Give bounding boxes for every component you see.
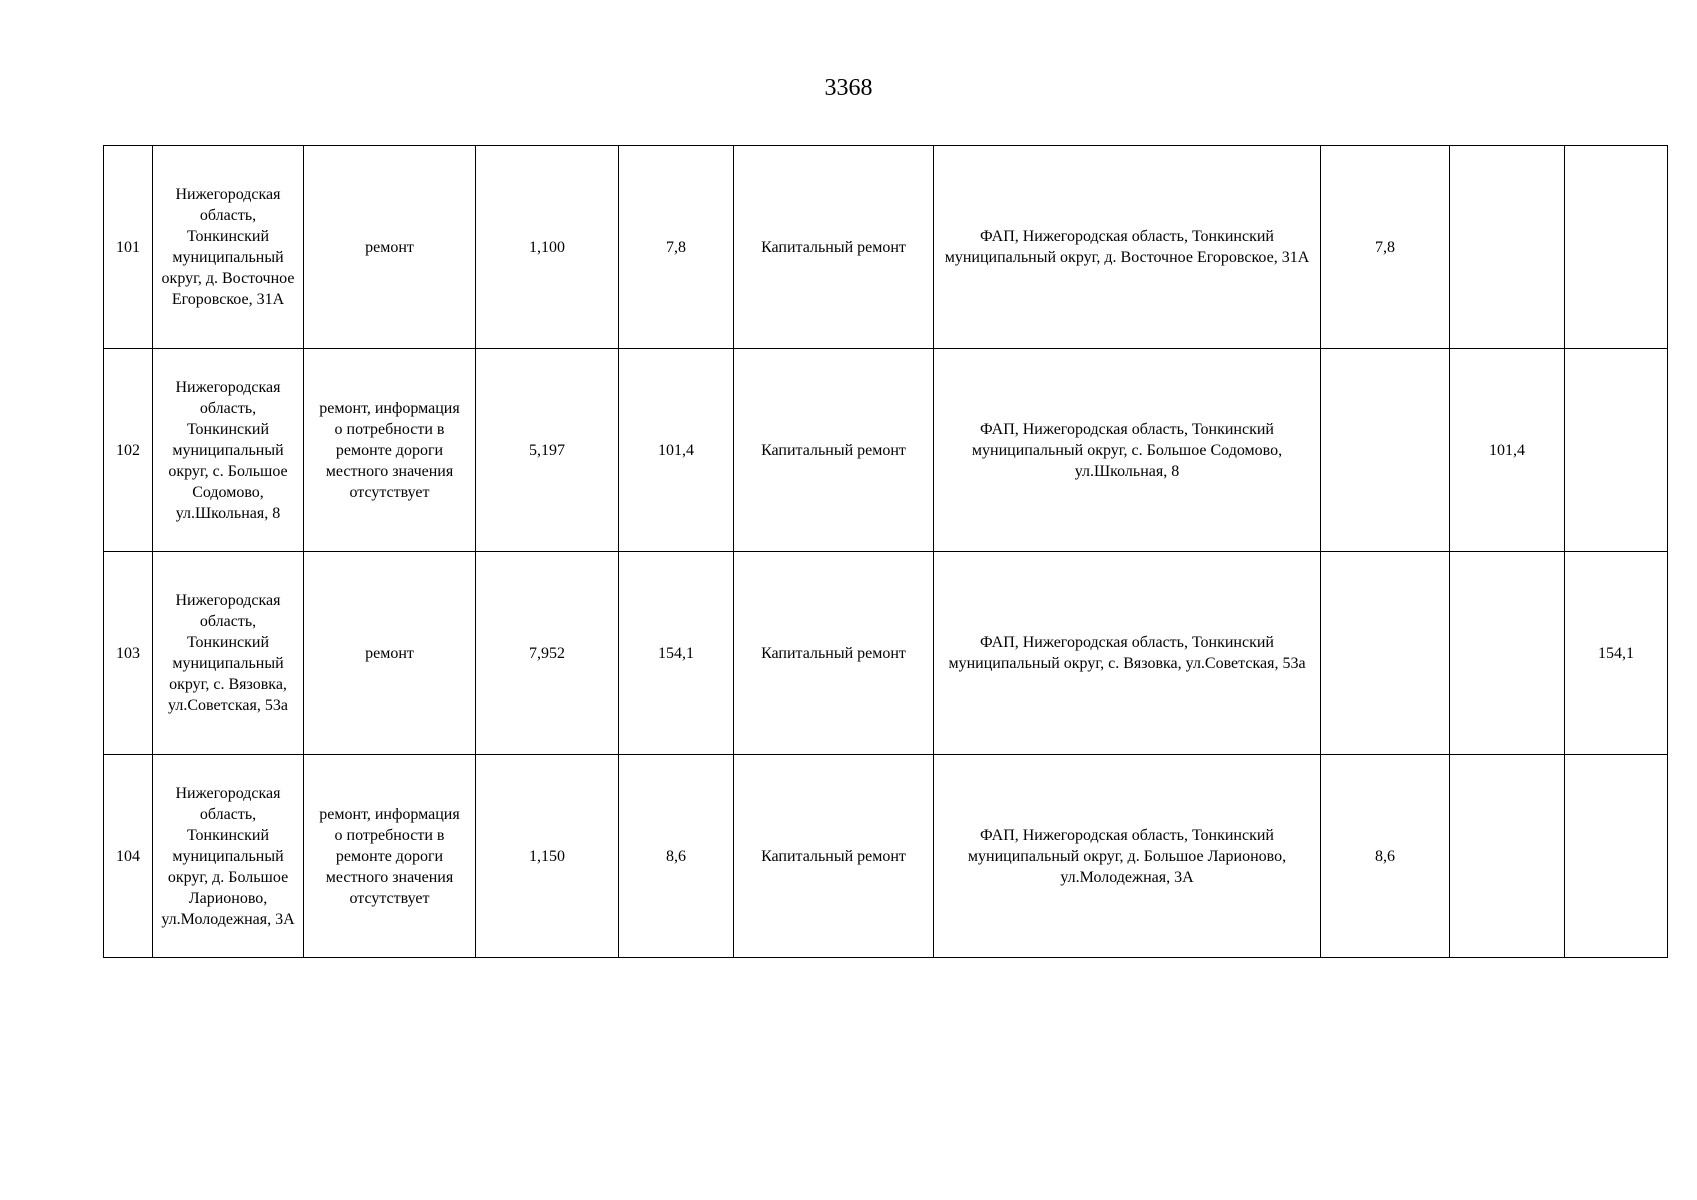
value-cell-11: 154,1 <box>1565 552 1668 755</box>
value-cell-9 <box>1321 349 1450 552</box>
repair-type-cell: Капитальный ремонт <box>734 552 934 755</box>
work-cell: ремонт, информация о потребности в ремонте дороги местного значения отсутствует <box>304 349 476 552</box>
work-cell: ремонт <box>304 146 476 349</box>
value-cell-10 <box>1450 552 1565 755</box>
object-cell: ФАП, Нижегородская область, Тонкинский муниципальный округ, д. Большое Ларионово, ул.Молодежная, 3А <box>934 755 1321 958</box>
address-cell: Нижегородская область, Тонкинский муниципальный округ, с. Большое Содомово, ул.Школьная, 8 <box>153 349 304 552</box>
length-cell: 5,197 <box>476 349 619 552</box>
address-cell: Нижегородская область, Тонкинский муниципальный округ, с. Вязовка, ул.Советская, 53а <box>153 552 304 755</box>
value-cell-9: 8,6 <box>1321 755 1450 958</box>
table-row <box>104 349 1668 552</box>
work-cell: ремонт, информация о потребности в ремонте дороги местного значения отсутствует <box>304 755 476 958</box>
address-cell: Нижегородская область, Тонкинский муниципальный округ, д. Большое Ларионово, ул.Молодежная, 3А <box>153 755 304 958</box>
row-number-cell: 101 <box>104 146 153 349</box>
row-number-cell: 102 <box>104 349 153 552</box>
address-cell: Нижегородская область, Тонкинский муниципальный округ, д. Восточное Егоровское, 31А <box>153 146 304 349</box>
object-cell: ФАП, Нижегородская область, Тонкинский муниципальный округ, с. Большое Содомово, ул.Школьная, 8 <box>934 349 1321 552</box>
data-table <box>103 145 1668 958</box>
work-cell: ремонт <box>304 552 476 755</box>
table-row <box>104 146 1668 349</box>
table-row <box>104 755 1668 958</box>
table-row <box>104 552 1668 755</box>
cost-cell: 7,8 <box>619 146 734 349</box>
value-cell-11 <box>1565 146 1668 349</box>
value-cell-10 <box>1450 146 1565 349</box>
row-number-cell: 103 <box>104 552 153 755</box>
length-cell: 7,952 <box>476 552 619 755</box>
repair-type-cell: Капитальный ремонт <box>734 755 934 958</box>
value-cell-9: 7,8 <box>1321 146 1450 349</box>
cost-cell: 154,1 <box>619 552 734 755</box>
cost-cell: 101,4 <box>619 349 734 552</box>
cost-cell: 8,6 <box>619 755 734 958</box>
row-number-cell: 104 <box>104 755 153 958</box>
length-cell: 1,100 <box>476 146 619 349</box>
object-cell: ФАП, Нижегородская область, Тонкинский муниципальный округ, с. Вязовка, ул.Советская, 53а <box>934 552 1321 755</box>
object-cell: ФАП, Нижегородская область, Тонкинский муниципальный округ, д. Восточное Егоровское, 31А <box>934 146 1321 349</box>
value-cell-10 <box>1450 755 1565 958</box>
value-cell-11 <box>1565 349 1668 552</box>
page-number: 3368 <box>824 75 873 101</box>
value-cell-11 <box>1565 755 1668 958</box>
value-cell-9 <box>1321 552 1450 755</box>
repair-type-cell: Капитальный ремонт <box>734 349 934 552</box>
length-cell: 1,150 <box>476 755 619 958</box>
value-cell-10: 101,4 <box>1450 349 1565 552</box>
repair-type-cell: Капитальный ремонт <box>734 146 934 349</box>
